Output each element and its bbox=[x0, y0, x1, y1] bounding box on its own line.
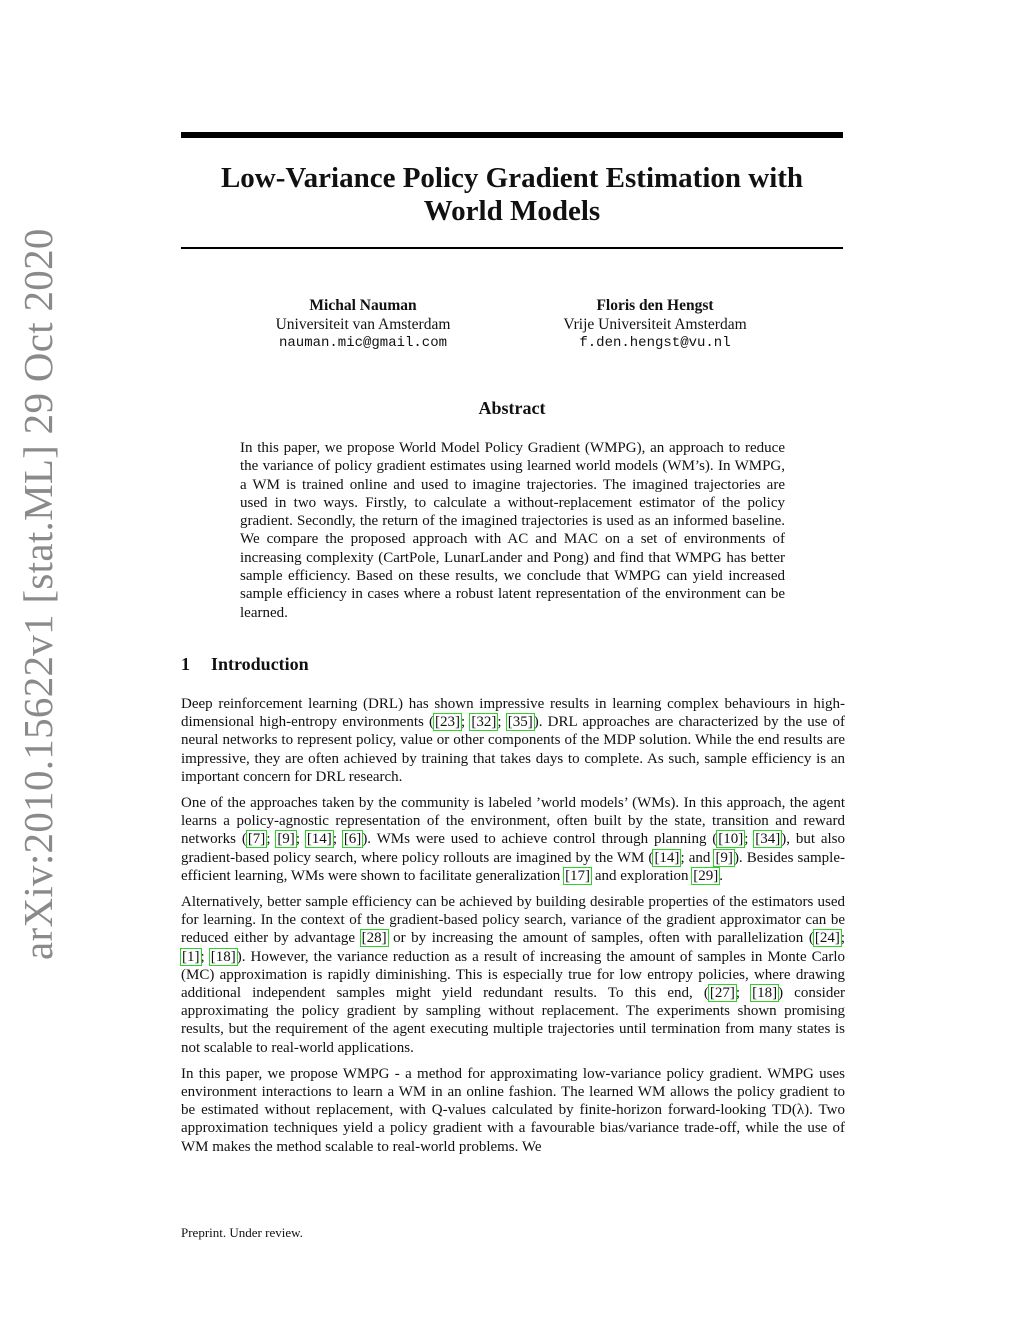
author-email[interactable]: nauman.mic@gmail.com bbox=[278, 335, 448, 351]
author-email[interactable]: f.den.hengst@vu.nl bbox=[579, 335, 731, 351]
paragraph: In this paper, we propose WMPG - a method for approximating low-variance policy gradient. WMPG uses environment interactions to learn a WM in an online fashion. The learned WM allows the policy gradient to be estimated without replacement, with Q-values calculated by finite-horizon forward-looking TD(λ). Two approximation techniques yield a policy gradient with a favourable bias/variance trade-off, while the use of WM makes the method scalable to real-world problems. We bbox=[181, 1065, 845, 1155]
author-block-2 bbox=[530, 296, 780, 353]
arxiv-identifier-stamp: arXiv:2010.15622v1 [stat.ML] 29 Oct 2020 bbox=[15, 228, 61, 960]
author-name: Michal Nauman bbox=[309, 297, 417, 314]
paragraph: Deep reinforcement learning (DRL) has shown impressive results in learning complex behaviours in high-dimensional high-entropy environments ([23]; [32]; [35]). DRL approaches are characterized by the use of neural networks to represent policy, value or other components of the MDP solution. While the end results are impressive, they are often achieved by training that takes days to complete. As such, sample efficiency is an important concern for DRL research. bbox=[181, 696, 845, 785]
author-affiliation: Vrije Universiteit Amsterdam bbox=[563, 316, 747, 333]
citation-link[interactable]: [7] bbox=[247, 831, 266, 848]
abstract-heading: Abstract bbox=[478, 398, 546, 418]
footer-note: Preprint. Under review. bbox=[181, 1225, 303, 1240]
section-title: Introduction bbox=[211, 654, 309, 674]
paper-title: Low-Variance Policy Gradient Estimation with World Models bbox=[220, 162, 804, 227]
citation-link[interactable]: [27] bbox=[709, 985, 735, 1002]
section-number: 1 bbox=[181, 654, 190, 674]
citation-link[interactable]: [34] bbox=[755, 831, 781, 848]
citation-link[interactable]: [10] bbox=[718, 831, 744, 848]
citation-link[interactable]: [1] bbox=[182, 948, 200, 965]
title-bottom-rule bbox=[181, 247, 843, 249]
abstract-text: In this paper, we propose World Model Policy Gradient (WMPG), an approach to reduce the variance of policy gradient estimates using learned world models (WM’s). In WMPG, a WM is trained online and used to imagine trajectories. The imagined trajectories are used in two ways. Firstly, to calculate a without-replacement estimator of the policy gradient. Secondly, the return of the imagined trajectories is used as an informed baseline. We compare the proposed approach with AC and MAC on a set of environments of increasing complexity (CartPole, LunarLander and Pong) and find that WMPG has better sample efficiency. Based on these results, we conclude that WMPG can yield increased sample efficiency in cases where a robust latent representation of the environment can be learned. bbox=[240, 440, 785, 621]
citation-link[interactable]: [18] bbox=[752, 985, 778, 1002]
citation-link[interactable]: [9] bbox=[277, 831, 295, 848]
citation-link[interactable]: [14] bbox=[654, 849, 680, 866]
citation-link[interactable]: [9] bbox=[715, 849, 733, 866]
citation-link[interactable]: [6] bbox=[343, 831, 362, 848]
paragraph: Alternatively, better sample efficiency can be achieved by building desirable properties of the estimators used for learning. In the context of the gradient-based policy search, variance of the gradient approximator can be reduced either by advantage [28] or by increasing the amount of samples, often with parallelization ([24]; [1]; [18]). However, the variance reduction as a result of increasing the amount of samples in Monte Carlo (MC) approximation is rapidly diminishing. This is especially true for low entropy policies, where drawing additional independent samples might yield redundant results. To this end, ([27]; [18]) consider approximating the policy gradient by sampling without replacement. The experiments shown promising results, but the requirement of the agent executing multiple trajectories until termination from many states is not scalable to real-world applications. bbox=[181, 894, 845, 1056]
citation-link[interactable]: [32] bbox=[471, 714, 497, 731]
citation-link[interactable]: [17] bbox=[565, 867, 591, 884]
author-affiliation: Universiteit van Amsterdam bbox=[275, 316, 451, 333]
section-heading bbox=[181, 654, 309, 675]
citation-link[interactable]: [18] bbox=[210, 948, 236, 965]
citation-link[interactable]: [24] bbox=[814, 930, 840, 947]
citation-link[interactable]: [29] bbox=[693, 867, 719, 884]
citation-link[interactable]: [14] bbox=[306, 831, 332, 848]
introduction-body bbox=[181, 695, 845, 1164]
title-top-rule bbox=[181, 132, 843, 138]
paragraph: One of the approaches taken by the community is labeled ’world models’ (WMs). In this approach, the agent learns a policy-agnostic representation of the environment, often built by the state, transition and reward networks ([7]; [9]; [14]; [6]). WMs were used to achieve control through planning ([10]; [34]), but also gradient-based policy search, where policy rollouts are imagined by the WM ([14]; and [9]). Besides sample-efficient learning, WMs were shown to facilitate generalization [17] and exploration [29]. bbox=[181, 795, 846, 884]
citation-link[interactable]: [35] bbox=[507, 714, 533, 731]
citation-link[interactable]: [28] bbox=[361, 930, 387, 947]
author-name: Floris den Hengst bbox=[596, 297, 714, 314]
citation-link[interactable]: [23] bbox=[435, 714, 461, 731]
author-block-1 bbox=[238, 296, 488, 353]
